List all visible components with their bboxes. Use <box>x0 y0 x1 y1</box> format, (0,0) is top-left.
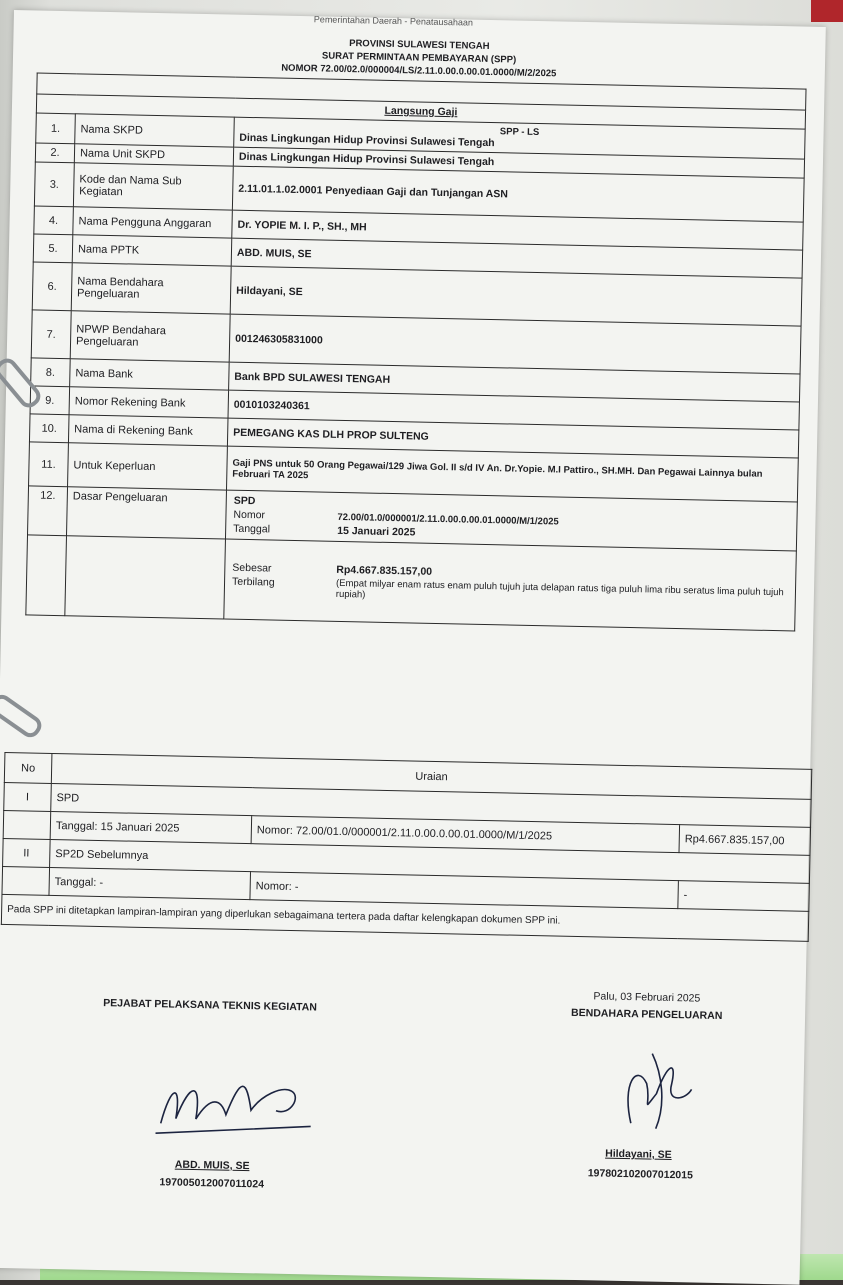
uraian-table: No Uraian I SPD Tanggal: 15 Januari 2025 Nomor: 72.00/01.0/000001/2.11.0.00.0.00.01.0000/M/1/2025 Rp4.667.835.157,00 II SP2D Sebelumnya Tanggal: - Nomor: - - Pada SPP ini ditetapkan lampiran-lampiran yang diperlukan sebagaimana tertera pada daftar kelengkapan dokumen SPP ini. <box>1 752 812 942</box>
table-row-dasar: 12. Dasar Pengeluaran SPD Nomor 72.00/01.0/000001/2.11.0.00.0.00.01.0000/M/1/2025 Tanggal 15 Januari 2025 <box>28 486 798 551</box>
table-row-sebesar: Sebesar Rp4.667.835.157,00 Terbilang (Empat milyar enam ratus enam puluh tujuh juta delapan ratus tiga puluh lima ribu seratus lima puluh tujuh rupiah) <box>26 535 797 631</box>
bendahara-nip: 197802102007012015 <box>587 1167 693 1182</box>
spp-type: SPP - LS <box>499 126 540 139</box>
table-row: 11. Untuk Keperluan Gaji PNS untuk 50 Orang Pegawai/129 Jiwa Gol. II s/d IV An. Dr.Yopie. M.I Pattiro., SH.MH. Dan Pegawai Lainnya bulan Februari TA 2025 <box>29 442 799 502</box>
table-row: 10. Nama di Rekening Bank PEMEGANG KAS DLH PROP SULTENG <box>29 414 798 458</box>
pptk-nip: 197005012007011024 <box>159 1176 265 1191</box>
header-number: NOMOR 72.00/02.0/000004/LS/2.11.0.00.0.00.01.0000/M/2/2025 <box>281 62 557 80</box>
pptk-signature <box>150 1063 322 1147</box>
pptk-name: ABD. MUIS, SE <box>174 1158 250 1173</box>
bendahara-signature <box>611 1043 713 1135</box>
table-row: 8. Nama Bank Bank BPD SULAWESI TENGAH <box>31 358 800 402</box>
header-province: PROVINSI SULAWESI TENGAH <box>349 38 490 52</box>
table-row: 7. NPWP Bendahara Pengeluaran 001246305831000 <box>31 310 801 374</box>
table-row: 3. Kode dan Nama Sub Kegiatan 2.11.01.1.02.0001 Penyediaan Gaji dan Tunjangan ASN <box>34 162 804 222</box>
header-title: SURAT PERMINTAAN PEMBAYARAN (SPP) <box>321 50 517 66</box>
table-row: 2. Nama Unit SKPD Dinas Lingkungan Hidup Provinsi Sulawesi Tengah <box>35 143 804 178</box>
table-row: 6. Nama Bendahara Pengeluaran Hildayani, SE <box>32 262 802 326</box>
top-strip-text: Pemerintahan Daerah - Penatausahaan <box>313 14 474 28</box>
table-row: 5. Nama PPTK ABD. MUIS, SE <box>33 234 802 278</box>
pptk-title: PEJABAT PELAKSANA TEKNIS KEGIATAN <box>103 997 318 1014</box>
jenis-spp: Langsung Gaji <box>36 94 805 129</box>
spp-document <box>0 10 826 1285</box>
bendahara-name: Hildayani, SE <box>605 1147 672 1162</box>
table-row: 1. Nama SKPD SPP - LS Dinas Lingkungan Hidup Provinsi Sulawesi Tengah <box>36 113 805 159</box>
spp-main-table <box>25 72 806 631</box>
table-row: 4. Nama Pengguna Anggaran Dr. YOPIE M. I. P., SH., MH <box>34 206 803 250</box>
bendahara-title: BENDAHARA PENGELUARAN <box>570 1006 723 1023</box>
place-date: Palu, 03 Februari 2025 <box>593 990 701 1005</box>
uraian-note: Pada SPP ini ditetapkan lampiran-lampiran yang diperlukan sebagaimana tertera pada daftar kelengkapan dokumen SPP ini. <box>1 894 808 941</box>
table-row: 9. Nomor Rekening Bank 0010103240361 <box>30 386 799 430</box>
red-folder-edge <box>811 0 843 22</box>
